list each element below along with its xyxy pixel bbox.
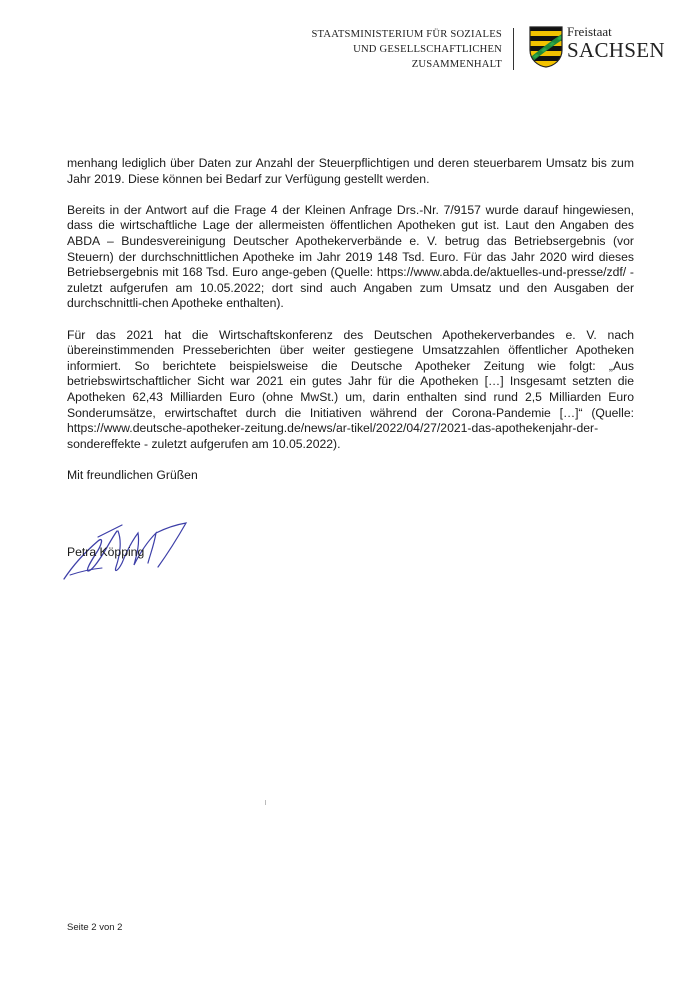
closing-line: Mit freundlichen Grüßen bbox=[67, 467, 198, 482]
letterhead bbox=[0, 0, 700, 80]
paragraph-3: Für das 2021 hat die Wirtschaftskonferenz des Deutschen Apothekerverbandes e. V. nach übereinstimmenden Presseberichten über weiter gestiegene Umsatzzahlen öffentlicher Apotheken informiert. So berichtete beispielsweise die Deutsche Apotheker Zeitung wie folgt: „Aus betriebswirtschaftlicher Sicht war 2021 ein gutes Jahr für die Apotheken […] Insgesamt setzten die Apotheken 62,43 Milliarden Euro (ohne MwSt.) um, darin enthalten sind rund 2,5 Milliarden Euro Sonderumsätze, erwirtschaftet durch die Initiativen während der Corona-Pandemie […]“ (Quelle: https://www.deutsche-apotheker-zeitung.de/news/ar-tikel/2022/04/27/2021-das-apothekenjahr-der-sondereffekte - zuletzt aufgerufen am 10.05.2022). bbox=[67, 327, 634, 451]
ministry-name bbox=[311, 27, 502, 72]
letterhead-divider bbox=[513, 28, 514, 70]
letter-body bbox=[67, 156, 634, 499]
ministry-line-3: ZUSAMMENHALT bbox=[411, 59, 502, 70]
paragraph-2: Bereits in der Antwort auf die Frage 4 der Kleinen Anfrage Drs.-Nr. 7/9157 wurde darauf hingewiesen, dass die wirtschaftliche Lage der allermeisten öffentlichen Apotheken gut ist. Laut den Angaben des ABDA – Bundesvereinigung Deutscher Apothekerverbände e. V. betrug das Betriebsergebnis (vor Steuern) der durchschnittlichen Apotheke im Jahr 2019 148 Tsd. Euro. Für das Jahr 2020 wird dieses Betriebsergebnis mit 168 Tsd. Euro ange-geben (Quelle: https://www.abda.de/aktuelles-und-presse/zdf/ - zuletzt aufgerufen am 10.05.2022; dort sind auch Angaben zum Umsatz und den Ausgaben der durchschnittli-chen Apotheke enthalten). bbox=[67, 202, 634, 311]
state-small-label: Freistaat bbox=[567, 24, 612, 39]
state-large-label: SACHSEN bbox=[567, 38, 665, 62]
ministry-line-2: UND GESELLSCHAFTLICHEN bbox=[353, 44, 502, 55]
saxony-coat-of-arms-icon bbox=[529, 26, 563, 68]
state-wordmark bbox=[567, 25, 665, 61]
ministry-line-1: STAATSMINISTERIUM FÜR SOZIALES bbox=[311, 29, 502, 40]
page-footer: Seite 2 von 2 bbox=[67, 922, 123, 933]
signer-name: Petra Köpping bbox=[67, 545, 145, 559]
paragraph-1: menhang lediglich über Daten zur Anzahl der Steuerpflichtigen und deren steuerbarem Umsatz bis zum Jahr 2019. Diese können bei Bedarf zur Verfügung gestellt werden. bbox=[67, 156, 634, 186]
scan-speck bbox=[265, 800, 266, 805]
